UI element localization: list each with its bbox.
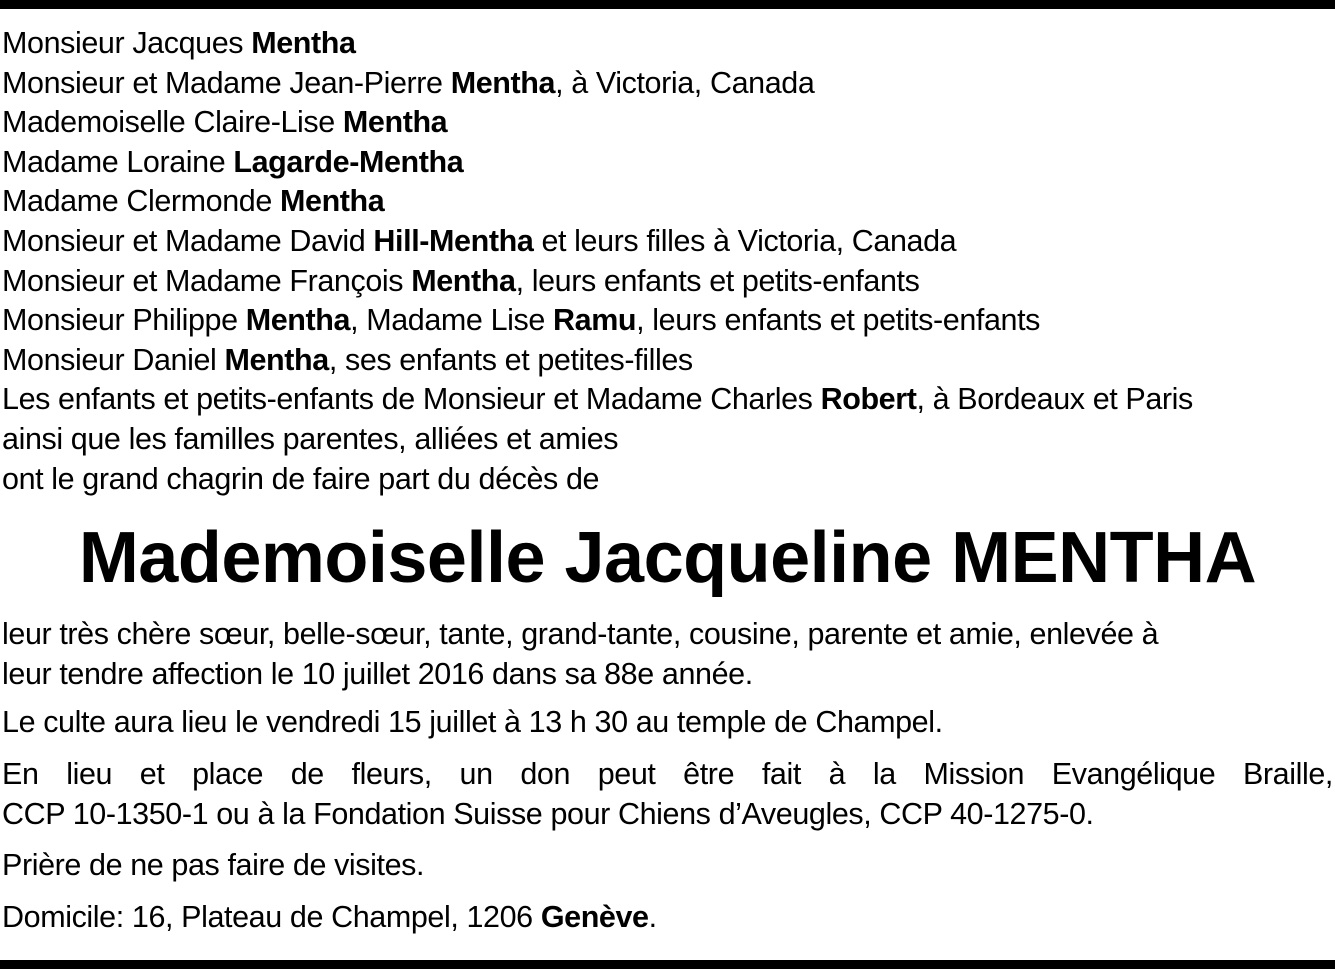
family-text: Madame Loraine <box>2 144 234 179</box>
family-text: , Madame Lise <box>350 303 553 338</box>
family-line <box>2 460 1335 500</box>
family-line <box>2 64 1335 104</box>
family-line <box>2 301 1335 341</box>
family-text: , ses enfants et petites-filles <box>328 342 693 377</box>
family-text: ont le grand chagrin de faire part du décès de <box>2 461 600 496</box>
family-surname: Mentha <box>251 26 356 60</box>
family-text: Monsieur et Madame François <box>2 263 412 298</box>
family-line <box>2 262 1335 302</box>
donation-line-1: En lieu et place de fleurs, un don peut être fait à la Mission Evangélique Braille, <box>2 757 1333 791</box>
family-line <box>2 420 1335 460</box>
family-text: Mademoiselle Claire-Lise <box>2 105 343 140</box>
family-line <box>2 341 1335 381</box>
family-surname: Lagarde-Mentha <box>233 144 464 179</box>
family-line <box>2 24 1335 64</box>
family-surname: Mentha <box>224 342 329 377</box>
family-text: Madame Clermonde <box>2 184 280 219</box>
deceased-name: Mademoiselle Jacqueline MENTHA <box>78 518 1257 598</box>
family-text: et leurs filles à Victoria, Canada <box>533 223 957 258</box>
family-list <box>2 24 1335 499</box>
bottom-border-rule <box>0 960 1335 969</box>
family-line <box>2 380 1335 420</box>
family-surname: Mentha <box>450 65 556 100</box>
family-text: , leurs enfants et petits-enfants <box>515 263 920 298</box>
family-text: Les enfants et petits-enfants de Monsieur et Madame Charles <box>2 382 821 417</box>
family-text: , à Victoria, Canada <box>555 65 815 100</box>
family-text: Monsieur et Madame David <box>2 223 374 258</box>
tribute-paragraph <box>2 615 1333 694</box>
domicile-address: Domicile: 16, Plateau de Champel, 1206 <box>2 900 541 934</box>
family-line <box>2 222 1335 262</box>
family-surname: Mentha <box>411 263 516 298</box>
tribute-line-1: leur très chère sœur, belle-sœur, tante, grand-tante, cousine, parente et amie, enlevée à <box>2 617 1159 651</box>
donation-line-2: CCP 10-1350-1 ou à la Fondation Suisse pour Chiens d’Aveugles, CCP 40-1275-0. <box>2 796 1094 831</box>
family-text: ainsi que les familles parentes, alliées et amies <box>2 421 619 456</box>
domicile-suffix: . <box>648 900 657 934</box>
family-surname: Hill-Mentha <box>373 223 534 258</box>
tribute-line-2: leur tendre affection le 10 juillet 2016 dans sa 88e année. <box>2 656 753 691</box>
family-surname: Mentha <box>280 184 385 219</box>
domicile-paragraph <box>2 898 1333 938</box>
family-surname: Mentha <box>342 105 448 140</box>
domicile-city: Genève <box>540 900 649 934</box>
family-surname: Ramu <box>553 303 637 338</box>
family-line <box>2 143 1335 183</box>
top-border-rule <box>0 0 1335 9</box>
family-text: , leurs enfants et petits-enfants <box>636 303 1041 338</box>
family-line <box>2 103 1335 143</box>
donation-paragraph <box>2 755 1333 834</box>
family-text: Monsieur Daniel <box>2 342 225 377</box>
family-text: Monsieur Philippe <box>2 303 246 338</box>
family-surname: Robert <box>820 382 917 417</box>
visits-paragraph: Prière de ne pas faire de visites. <box>2 848 425 882</box>
family-text: , à Bordeaux et Paris <box>916 382 1193 417</box>
family-text: Monsieur et Madame Jean-Pierre <box>2 65 451 100</box>
family-line <box>2 182 1335 222</box>
family-text: Monsieur Jacques <box>2 26 252 60</box>
service-paragraph: Le culte aura lieu le vendredi 15 juillet à 13 h 30 au temple de Champel. <box>2 705 943 739</box>
family-surname: Mentha <box>245 303 351 338</box>
